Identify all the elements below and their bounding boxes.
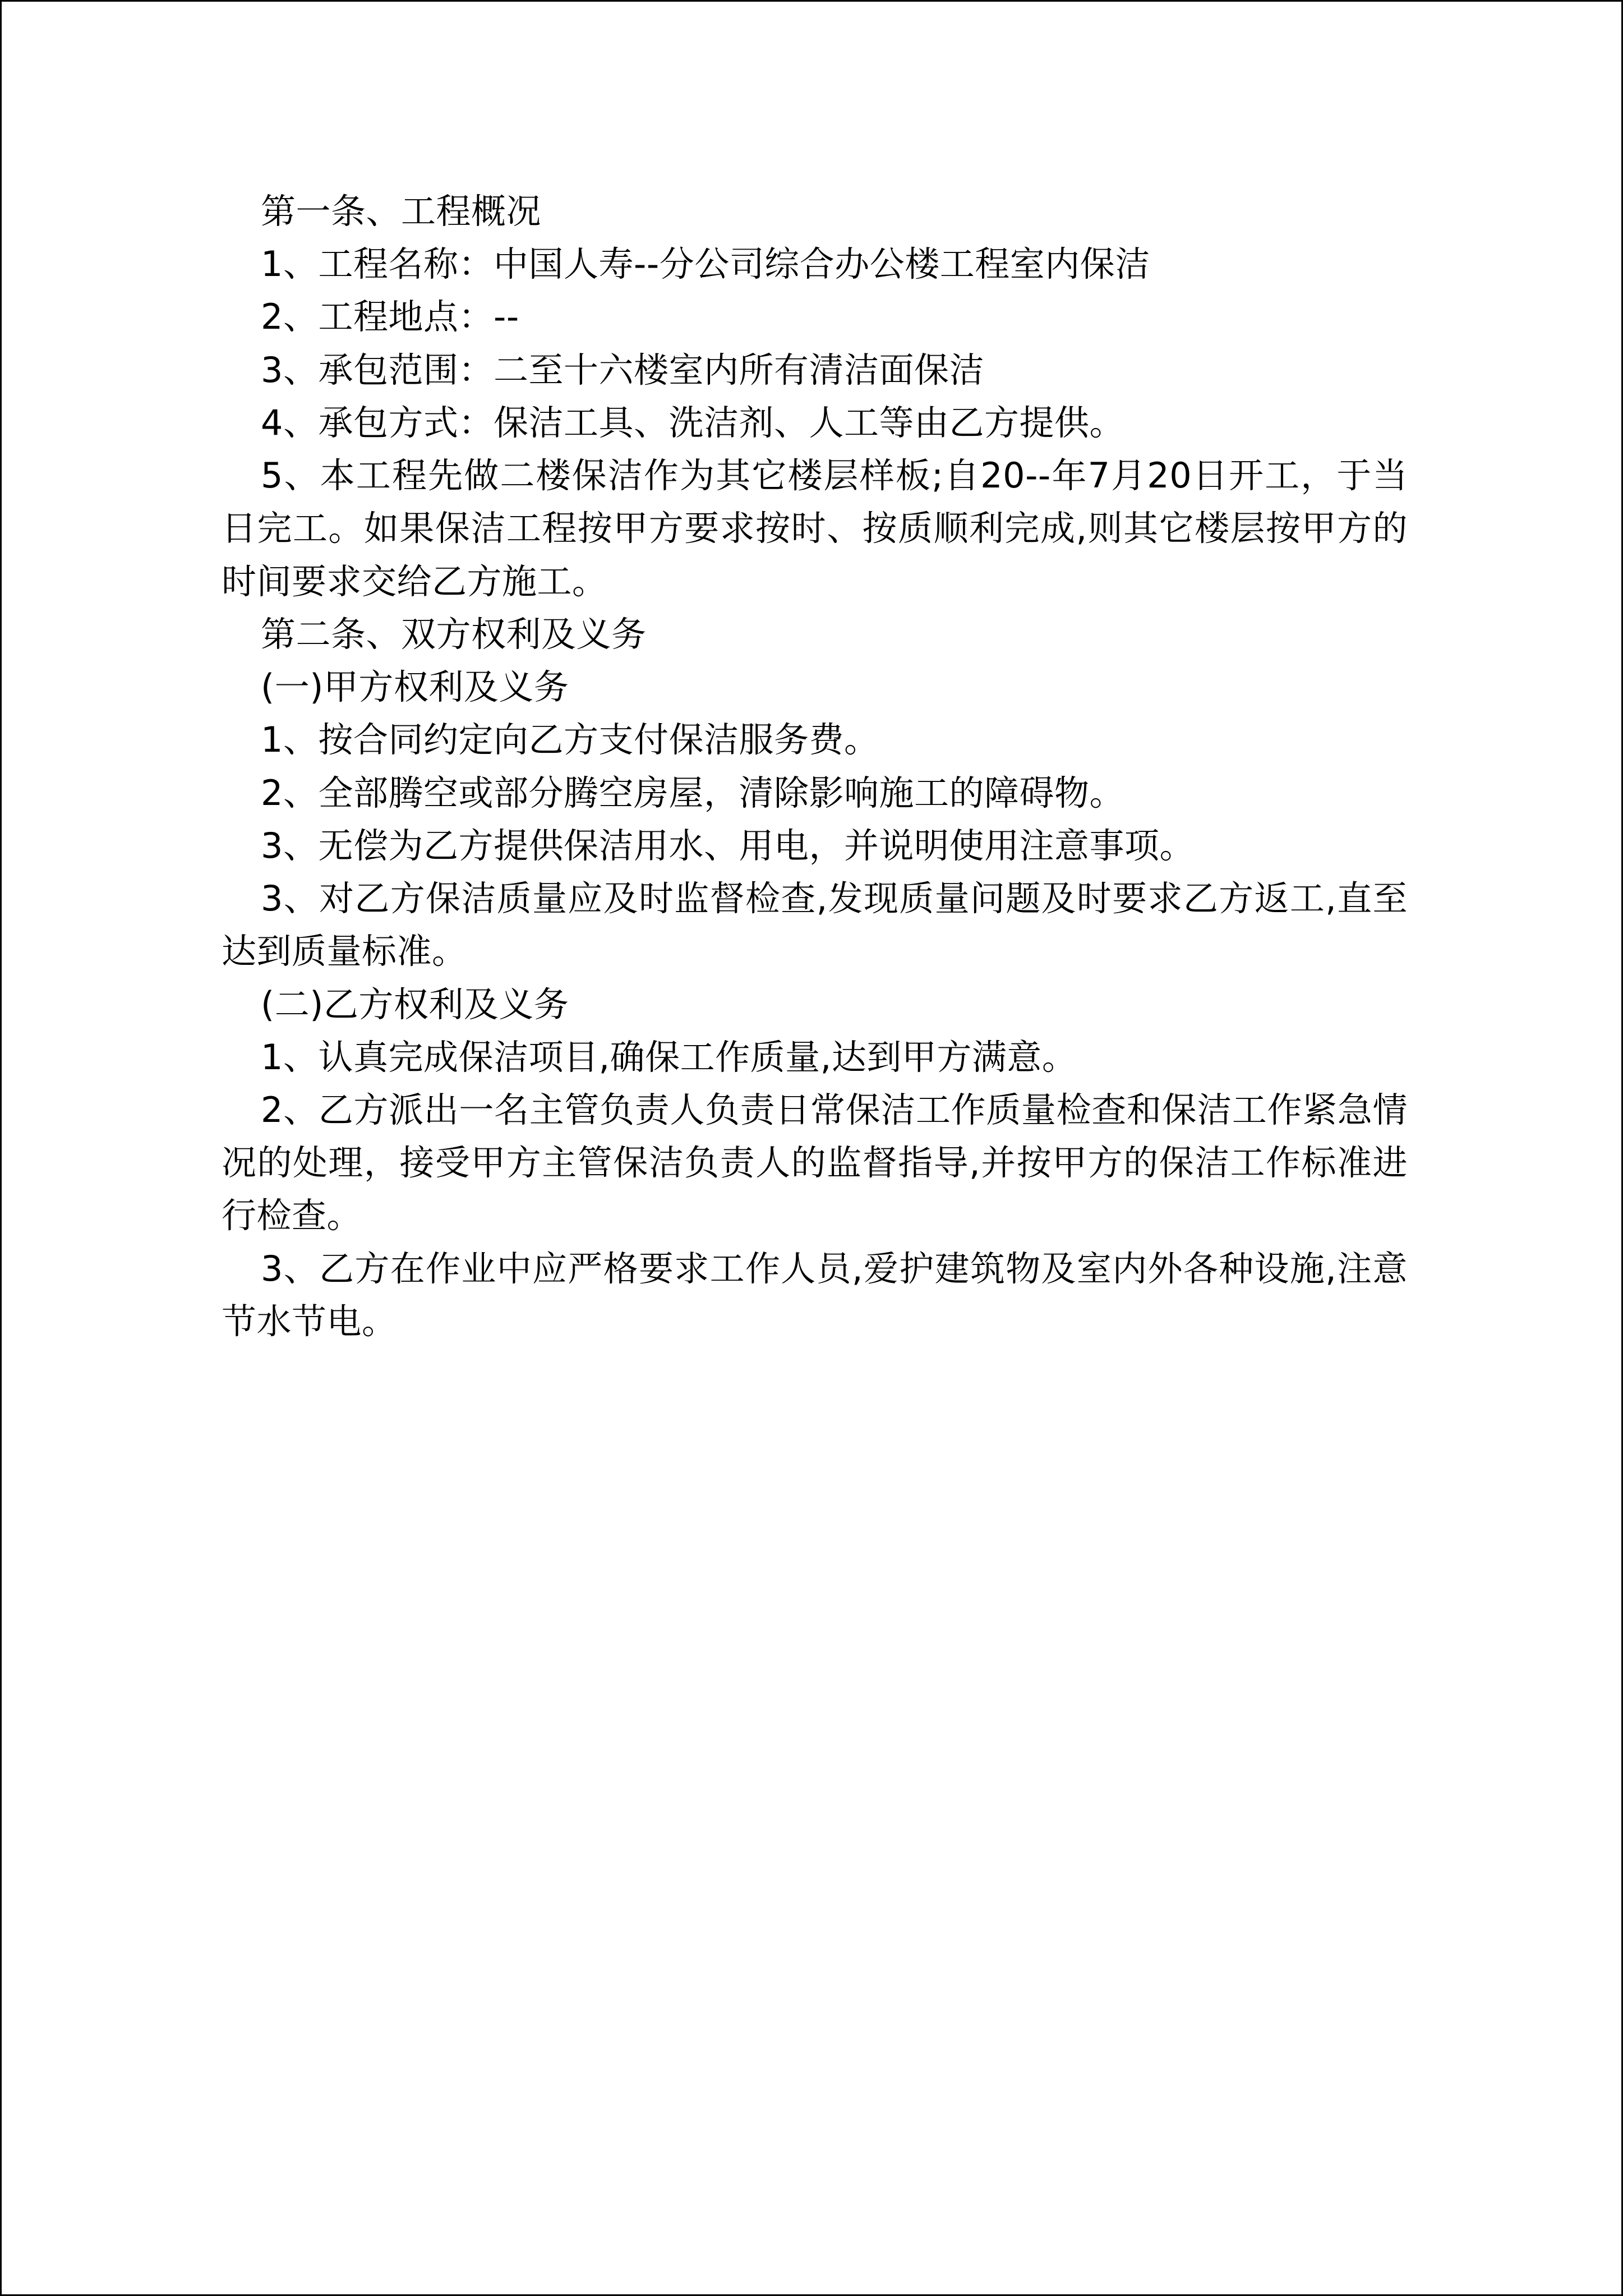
paragraph: 1、工程名称：中国人寿--分公司综合办公楼工程室内保洁: [261, 243, 1150, 285]
paragraph: (一)甲方权利及义务: [261, 666, 569, 708]
paragraph: 3、无偿为乙方提供保洁用水、用电，并说明使用注意事项。: [261, 825, 1195, 866]
paragraph: 2、乙方派出一名主管负责人负责日常保洁工作质量检查和保洁工作紧急情况的处理，接受甲方主管保洁负责人的监督指导,并按甲方的保洁工作标准进行检查。: [222, 1089, 1408, 1236]
paragraph: 1、认真完成保洁项目,确保工作质量,达到甲方满意。: [261, 1036, 1077, 1078]
paragraph: 第二条、双方权利及义务: [261, 613, 647, 655]
paragraph: 5、本工程先做二楼保洁作为其它楼层样板;自20--年7月20日开工，于当日完工。如果保洁工程按甲方要求按时、按质顺利完成,则其它楼层按甲方的时间要求交给乙方施工。: [222, 455, 1408, 602]
paragraph: 3、承包范围：二至十六楼室内所有清洁面保洁: [261, 349, 984, 390]
paragraph: 3、乙方在作业中应严格要求工作人员,爱护建筑物及室内外各种设施,注意节水节电。: [222, 1248, 1408, 1342]
paragraph: 第一条、工程概况: [261, 191, 542, 232]
paragraph: 1、按合同约定向乙方支付保洁服务费。: [261, 719, 879, 761]
paragraph: (二)乙方权利及义务: [261, 983, 569, 1025]
paragraph: 2、工程地点：--: [261, 296, 519, 338]
document-body: [222, 185, 1408, 1348]
paragraph: 4、承包方式：保洁工具、洗洁剂、人工等由乙方提供。: [261, 402, 1124, 443]
paragraph: 2、全部腾空或部分腾空房屋，清除影响施工的障碍物。: [261, 772, 1124, 813]
paragraph: 3、对乙方保洁质量应及时监督检查,发现质量问题及时要求乙方返工,直至达到质量标准。: [222, 878, 1408, 972]
